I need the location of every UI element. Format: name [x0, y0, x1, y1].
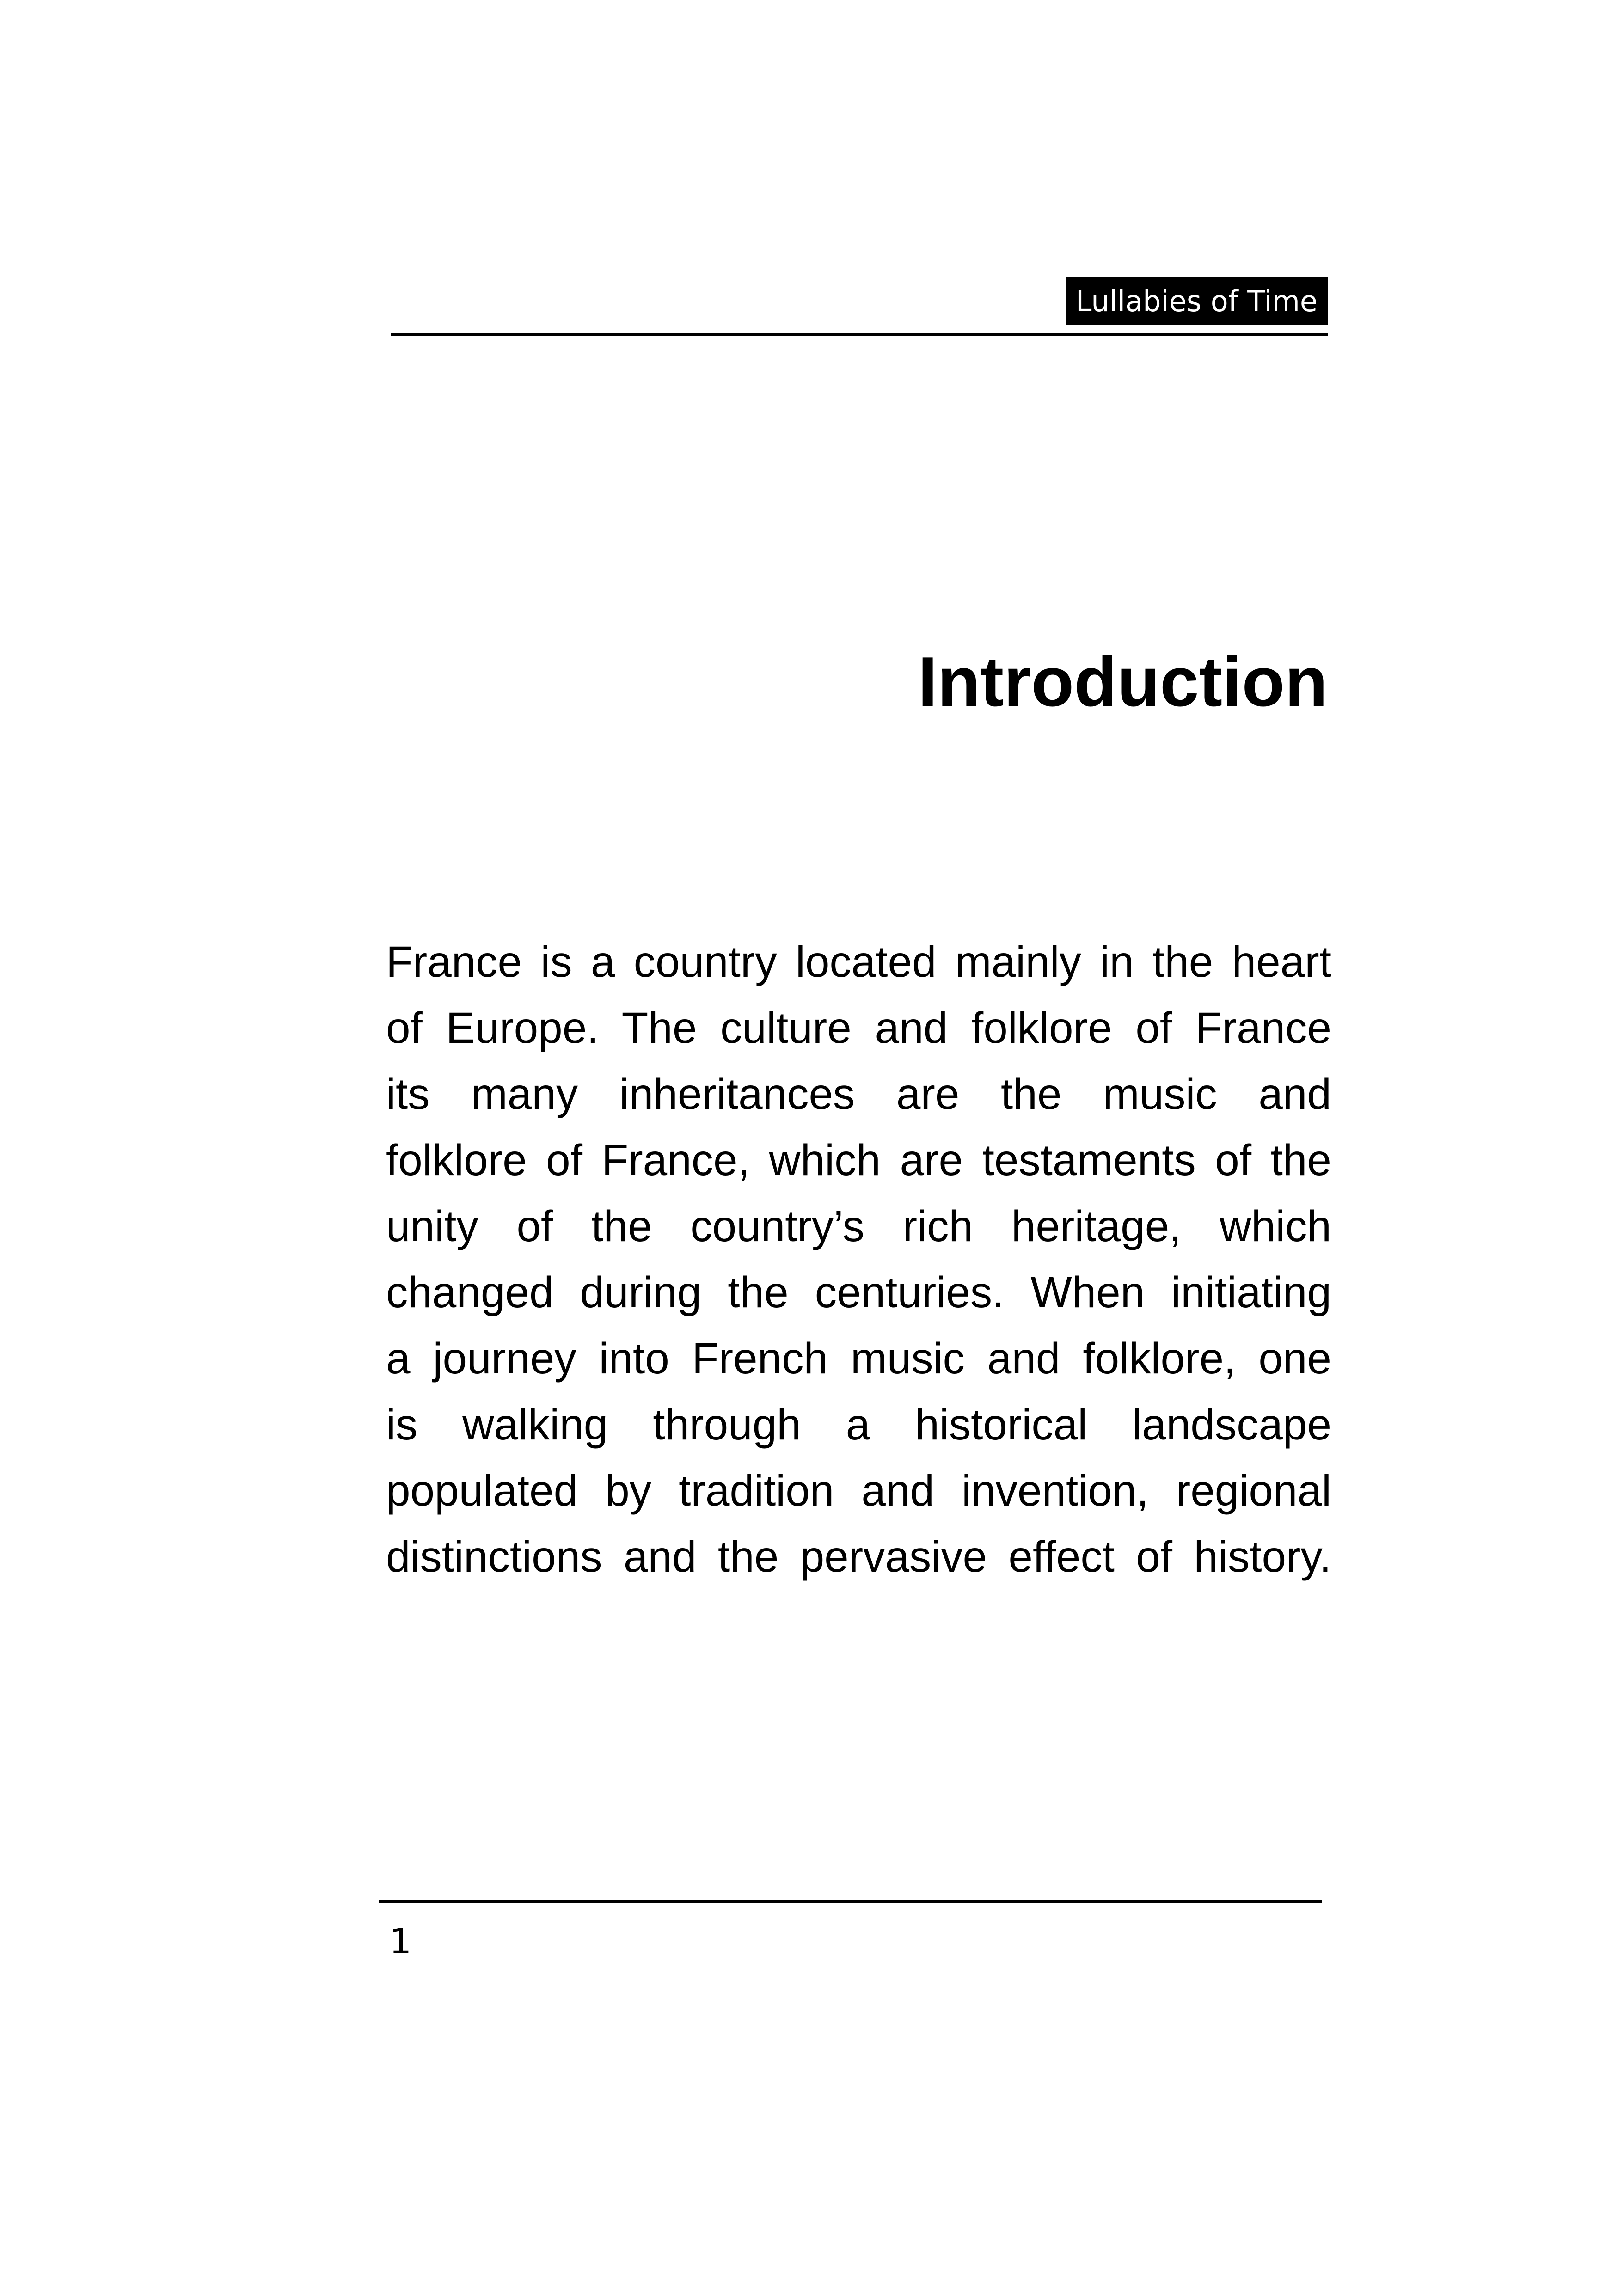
body-line: a journey into French music and folklore, one — [386, 1334, 1331, 1383]
body-line: France is a country located mainly in the heart — [386, 937, 1331, 986]
body-paragraph — [386, 929, 1331, 1590]
body-line: of Europe. The culture and folklore of France — [386, 1004, 1331, 1053]
body-line: is walking through a historical landscape — [386, 1400, 1331, 1449]
body-line: its many inheritances are the music and — [386, 1070, 1331, 1119]
body-line: folklore of France, which are testaments of the — [386, 1136, 1331, 1185]
body-line: changed during the centuries. When initiating — [386, 1268, 1331, 1317]
header-rule — [391, 333, 1328, 336]
body-line: populated by tradition and invention, regional — [386, 1466, 1331, 1515]
body-line: distinctions and the pervasive effect of history. — [386, 1532, 1331, 1581]
page-number: 1 — [389, 1921, 412, 1962]
body-line: unity of the country’s rich heritage, which — [386, 1202, 1331, 1251]
running-header — [0, 0, 1618, 370]
footer-rule — [379, 1900, 1322, 1903]
running-title: Lullabies of Time — [1066, 277, 1328, 325]
chapter-title: Introduction — [918, 643, 1328, 721]
